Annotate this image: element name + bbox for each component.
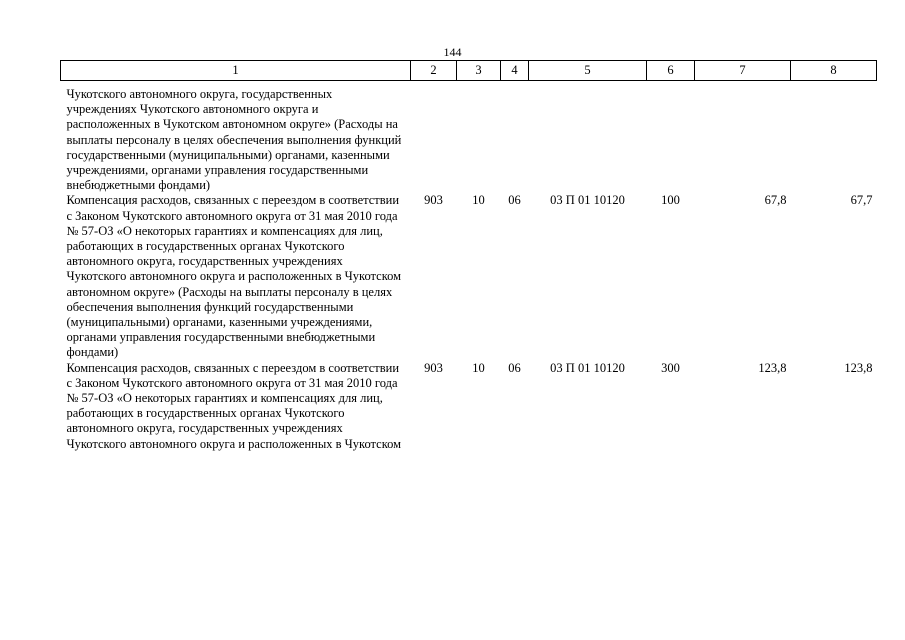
row-description: Компенсация расходов, связанных с переездом в соответствии с Законом Чукотского автономного округа от 31 мая 2010 года № 57-ОЗ «О некоторых гарантиях и компенсациях для лиц, работающих в государственных органах Чукотского автономного округа, государственных учреждениях Чукотского автономного округа и расположенных в Чукотском автономном округе» (Расходы на выплаты персоналу в целях обеспечения выполнения функций государственными (муниципальными) органами, казенными учреждениями, органами управления государственными внебюджетными фондами) bbox=[66, 193, 402, 360]
cell-code bbox=[411, 81, 457, 194]
cell-expense-type: 100 bbox=[661, 193, 680, 208]
cell-section: 10 bbox=[472, 360, 485, 375]
column-header: 4 bbox=[501, 61, 529, 81]
column-header-row bbox=[61, 61, 877, 81]
cell-subsection bbox=[501, 81, 529, 194]
cell-amount-plan: 67,8 bbox=[764, 193, 787, 208]
column-header: 5 bbox=[529, 61, 647, 81]
cell-amount-plan: 123,8 bbox=[758, 360, 787, 375]
cell-section: 10 bbox=[472, 193, 485, 208]
cell-amount-actual: 67,7 bbox=[850, 193, 873, 208]
table-row bbox=[61, 81, 877, 194]
table-row bbox=[61, 193, 877, 360]
row-description: Чукотского автономного округа, государственных учреждениях Чукотского автономного округа и расположенных в Чукотском автономном округе» (Расходы на выплаты персоналу в целях обеспечения выполнения функций государственными (муниципальными) органами, казенными учреждениями, органами управления государственными внебюджетными фондами) bbox=[66, 87, 402, 193]
column-header: 8 bbox=[791, 61, 877, 81]
cell-target-article: 03 П 01 10120 bbox=[550, 360, 625, 375]
column-header: 3 bbox=[457, 61, 501, 81]
cell-target-article bbox=[529, 81, 647, 194]
column-header: 7 bbox=[695, 61, 791, 81]
cell-code: 903 bbox=[424, 193, 443, 208]
budget-table bbox=[60, 60, 877, 452]
cell-subsection: 06 bbox=[508, 193, 521, 208]
cell-amount-actual bbox=[791, 81, 877, 194]
cell-target-article: 03 П 01 10120 bbox=[550, 193, 625, 208]
cell-expense-type bbox=[647, 81, 695, 194]
column-header: 2 bbox=[411, 61, 457, 81]
row-description: Компенсация расходов, связанных с переездом в соответствии с Законом Чукотского автономного округа от 31 мая 2010 года № 57-ОЗ «О некоторых гарантиях и компенсациях для лиц, работающих в государственных органах Чукотского автономного округа, государственных учреждениях Чукотского автономного округа и расположенных в Чукотском bbox=[66, 360, 402, 451]
table-row bbox=[61, 361, 877, 452]
column-header: 1 bbox=[61, 61, 411, 81]
cell-amount-plan bbox=[695, 81, 791, 194]
column-header: 6 bbox=[647, 61, 695, 81]
cell-section bbox=[457, 81, 501, 194]
page-number: 144 bbox=[443, 45, 462, 59]
cell-amount-actual: 123,8 bbox=[844, 360, 873, 375]
cell-code: 903 bbox=[424, 360, 443, 375]
cell-subsection: 06 bbox=[508, 360, 521, 375]
cell-expense-type: 300 bbox=[661, 360, 680, 375]
